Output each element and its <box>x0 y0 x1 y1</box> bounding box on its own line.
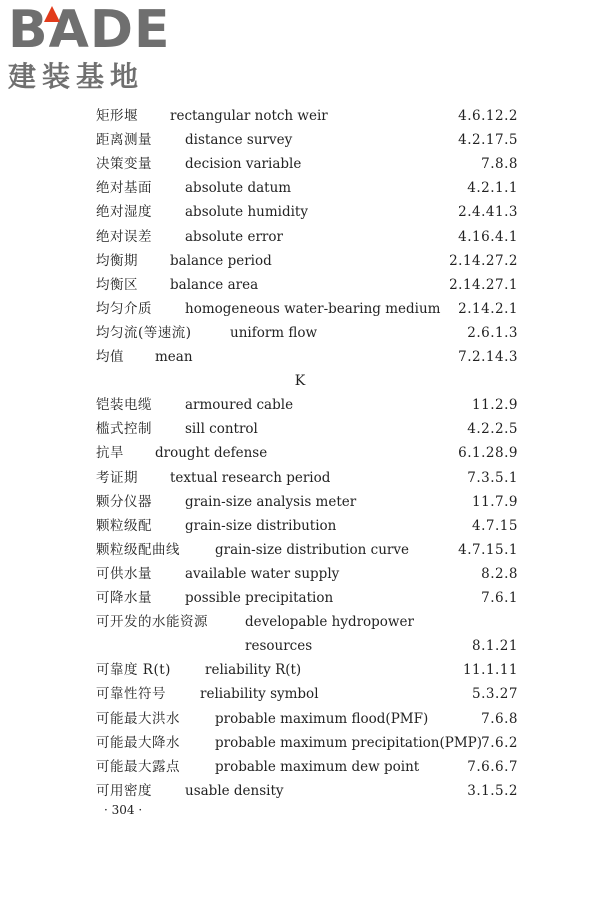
term-section-number: 4.2.17.5 <box>458 132 518 148</box>
term-english: probable maximum dew point <box>215 759 420 775</box>
term-chinese: 槛式控制 <box>96 421 152 437</box>
term-chinese: 可能最大露点 <box>96 759 180 775</box>
glossary-row <box>0 731 600 755</box>
bade-logo <box>8 0 183 96</box>
term-section-number: 8.1.21 <box>472 638 518 654</box>
glossary-row <box>0 128 600 152</box>
term-section-number: 11.2.9 <box>472 397 518 413</box>
term-english: grain-size analysis meter <box>185 494 357 510</box>
glossary-row <box>0 682 600 706</box>
term-section-number: 4.16.4.1 <box>458 229 518 245</box>
term-chinese: 可靠性符号 <box>96 686 166 702</box>
term-english: balance period <box>170 253 272 269</box>
logo-accent-mark <box>44 6 60 22</box>
term-english: rectangular notch weir <box>170 108 328 124</box>
glossary-row <box>0 658 600 682</box>
term-english: uniform flow <box>230 325 318 341</box>
term-section-number: 8.2.8 <box>481 566 518 582</box>
term-section-number: 2.14.27.1 <box>449 277 518 293</box>
term-section-number: 7.6.8 <box>481 711 518 727</box>
term-english: sill control <box>185 421 258 437</box>
term-chinese: 均值 <box>96 349 124 365</box>
term-chinese: 可开发的水能资源 <box>96 614 208 630</box>
term-chinese: 抗旱 <box>96 445 124 461</box>
term-english: absolute humidity <box>185 204 308 220</box>
term-english: armoured cable <box>185 397 294 413</box>
term-english: distance survey <box>185 132 293 148</box>
term-chinese: 绝对湿度 <box>96 204 152 220</box>
glossary-row <box>0 779 600 803</box>
glossary-row <box>0 707 600 731</box>
glossary-row <box>0 514 600 538</box>
term-section-number: 4.2.2.5 <box>467 421 518 437</box>
glossary-row <box>0 152 600 176</box>
term-english: homogeneous water-bearing medium <box>185 301 441 317</box>
term-english: absolute error <box>185 229 283 245</box>
term-english: probable maximum precipitation(PMP) <box>215 735 483 751</box>
term-section-number: 4.6.12.2 <box>458 108 518 124</box>
term-chinese: 可能最大洪水 <box>96 711 180 727</box>
glossary-row <box>0 200 600 224</box>
term-chinese: 矩形堰 <box>96 108 138 124</box>
term-chinese: 颗粒级配曲线 <box>96 542 180 558</box>
term-section-number: 2.6.1.3 <box>467 325 518 341</box>
term-chinese: 均匀流(等速流) <box>96 325 192 341</box>
term-chinese: 考证期 <box>96 470 138 486</box>
term-english: balance area <box>170 277 259 293</box>
glossary-row <box>0 634 600 658</box>
term-chinese: 均衡期 <box>96 253 138 269</box>
term-english: grain-size distribution curve <box>215 542 409 558</box>
glossary-row <box>0 586 600 610</box>
glossary-row <box>0 538 600 562</box>
glossary-row <box>0 345 600 369</box>
term-english: drought defense <box>155 445 268 461</box>
term-english: possible precipitation <box>185 590 334 606</box>
term-section-number: 2.14.2.1 <box>458 301 518 317</box>
logo-subtitle: 建装基地 <box>8 60 145 93</box>
glossary-row <box>0 225 600 249</box>
glossary-row <box>0 417 600 441</box>
term-english: probable maximum flood(PMF) <box>215 711 429 727</box>
term-section-number: 2.4.41.3 <box>458 204 518 220</box>
term-section-number: 11.1.11 <box>462 662 518 678</box>
term-section-number: 7.6.1 <box>481 590 518 606</box>
term-english: mean <box>155 349 193 365</box>
term-english: reliability symbol <box>200 686 319 702</box>
term-chinese: 可供水量 <box>96 566 152 582</box>
page-number: · 304 · <box>104 803 143 817</box>
term-english: textual research period <box>170 470 331 486</box>
glossary-row <box>0 755 600 779</box>
term-chinese: 颗分仪器 <box>96 494 152 510</box>
term-section-number: 2.14.27.2 <box>449 253 518 269</box>
term-english: grain-size distribution <box>185 518 337 534</box>
term-section-number: 7.6.6.7 <box>467 759 518 775</box>
logo-wordmark-text: BADE <box>8 0 171 60</box>
term-chinese: 可用密度 <box>96 783 152 799</box>
term-chinese: 可靠度 R(t) <box>96 662 171 678</box>
term-section-number: 7.3.5.1 <box>467 470 518 486</box>
term-section-number: 6.1.28.9 <box>458 445 518 461</box>
term-english: reliability R(t) <box>205 662 302 678</box>
glossary-row <box>0 466 600 490</box>
term-section-number: 4.7.15 <box>472 518 518 534</box>
term-chinese: 颗粒级配 <box>96 518 152 534</box>
glossary-row <box>0 249 600 273</box>
term-english: available water supply <box>185 566 340 582</box>
term-english: usable density <box>185 783 284 799</box>
term-chinese: 铠装电缆 <box>96 397 152 413</box>
glossary-row <box>0 610 600 634</box>
term-english: decision variable <box>185 156 302 172</box>
term-section-number: 4.2.1.1 <box>467 180 518 196</box>
term-chinese: 可能最大降水 <box>96 735 180 751</box>
logo-wordmark <box>8 0 183 60</box>
term-chinese: 绝对误差 <box>96 229 152 245</box>
term-section-number: 4.7.15.1 <box>458 542 518 558</box>
term-chinese: 决策变量 <box>96 156 152 172</box>
term-section-number: 7.8.8 <box>481 156 518 172</box>
term-english: absolute datum <box>185 180 292 196</box>
term-english: resources <box>245 638 313 654</box>
glossary-row <box>0 490 600 514</box>
term-section-number: 5.3.27 <box>472 686 518 702</box>
glossary-row <box>0 441 600 465</box>
term-chinese: 距离测量 <box>96 132 152 148</box>
glossary-row <box>0 562 600 586</box>
term-chinese: 绝对基面 <box>96 180 152 196</box>
glossary-row <box>0 273 600 297</box>
term-chinese: 均衡区 <box>96 277 138 293</box>
section-letter: K <box>294 373 306 389</box>
glossary-row <box>0 393 600 417</box>
term-section-number: 3.1.5.2 <box>467 783 518 799</box>
glossary-row <box>0 321 600 345</box>
term-section-number: 7.2.14.3 <box>458 349 518 365</box>
glossary-row <box>0 176 600 200</box>
term-chinese: 可降水量 <box>96 590 152 606</box>
term-section-number: 11.7.9 <box>472 494 518 510</box>
term-english: developable hydropower <box>245 614 414 630</box>
glossary-row <box>0 104 600 128</box>
term-section-number: 7.6.2 <box>481 735 518 751</box>
term-chinese: 均匀介质 <box>96 301 152 317</box>
glossary-row <box>0 297 600 321</box>
